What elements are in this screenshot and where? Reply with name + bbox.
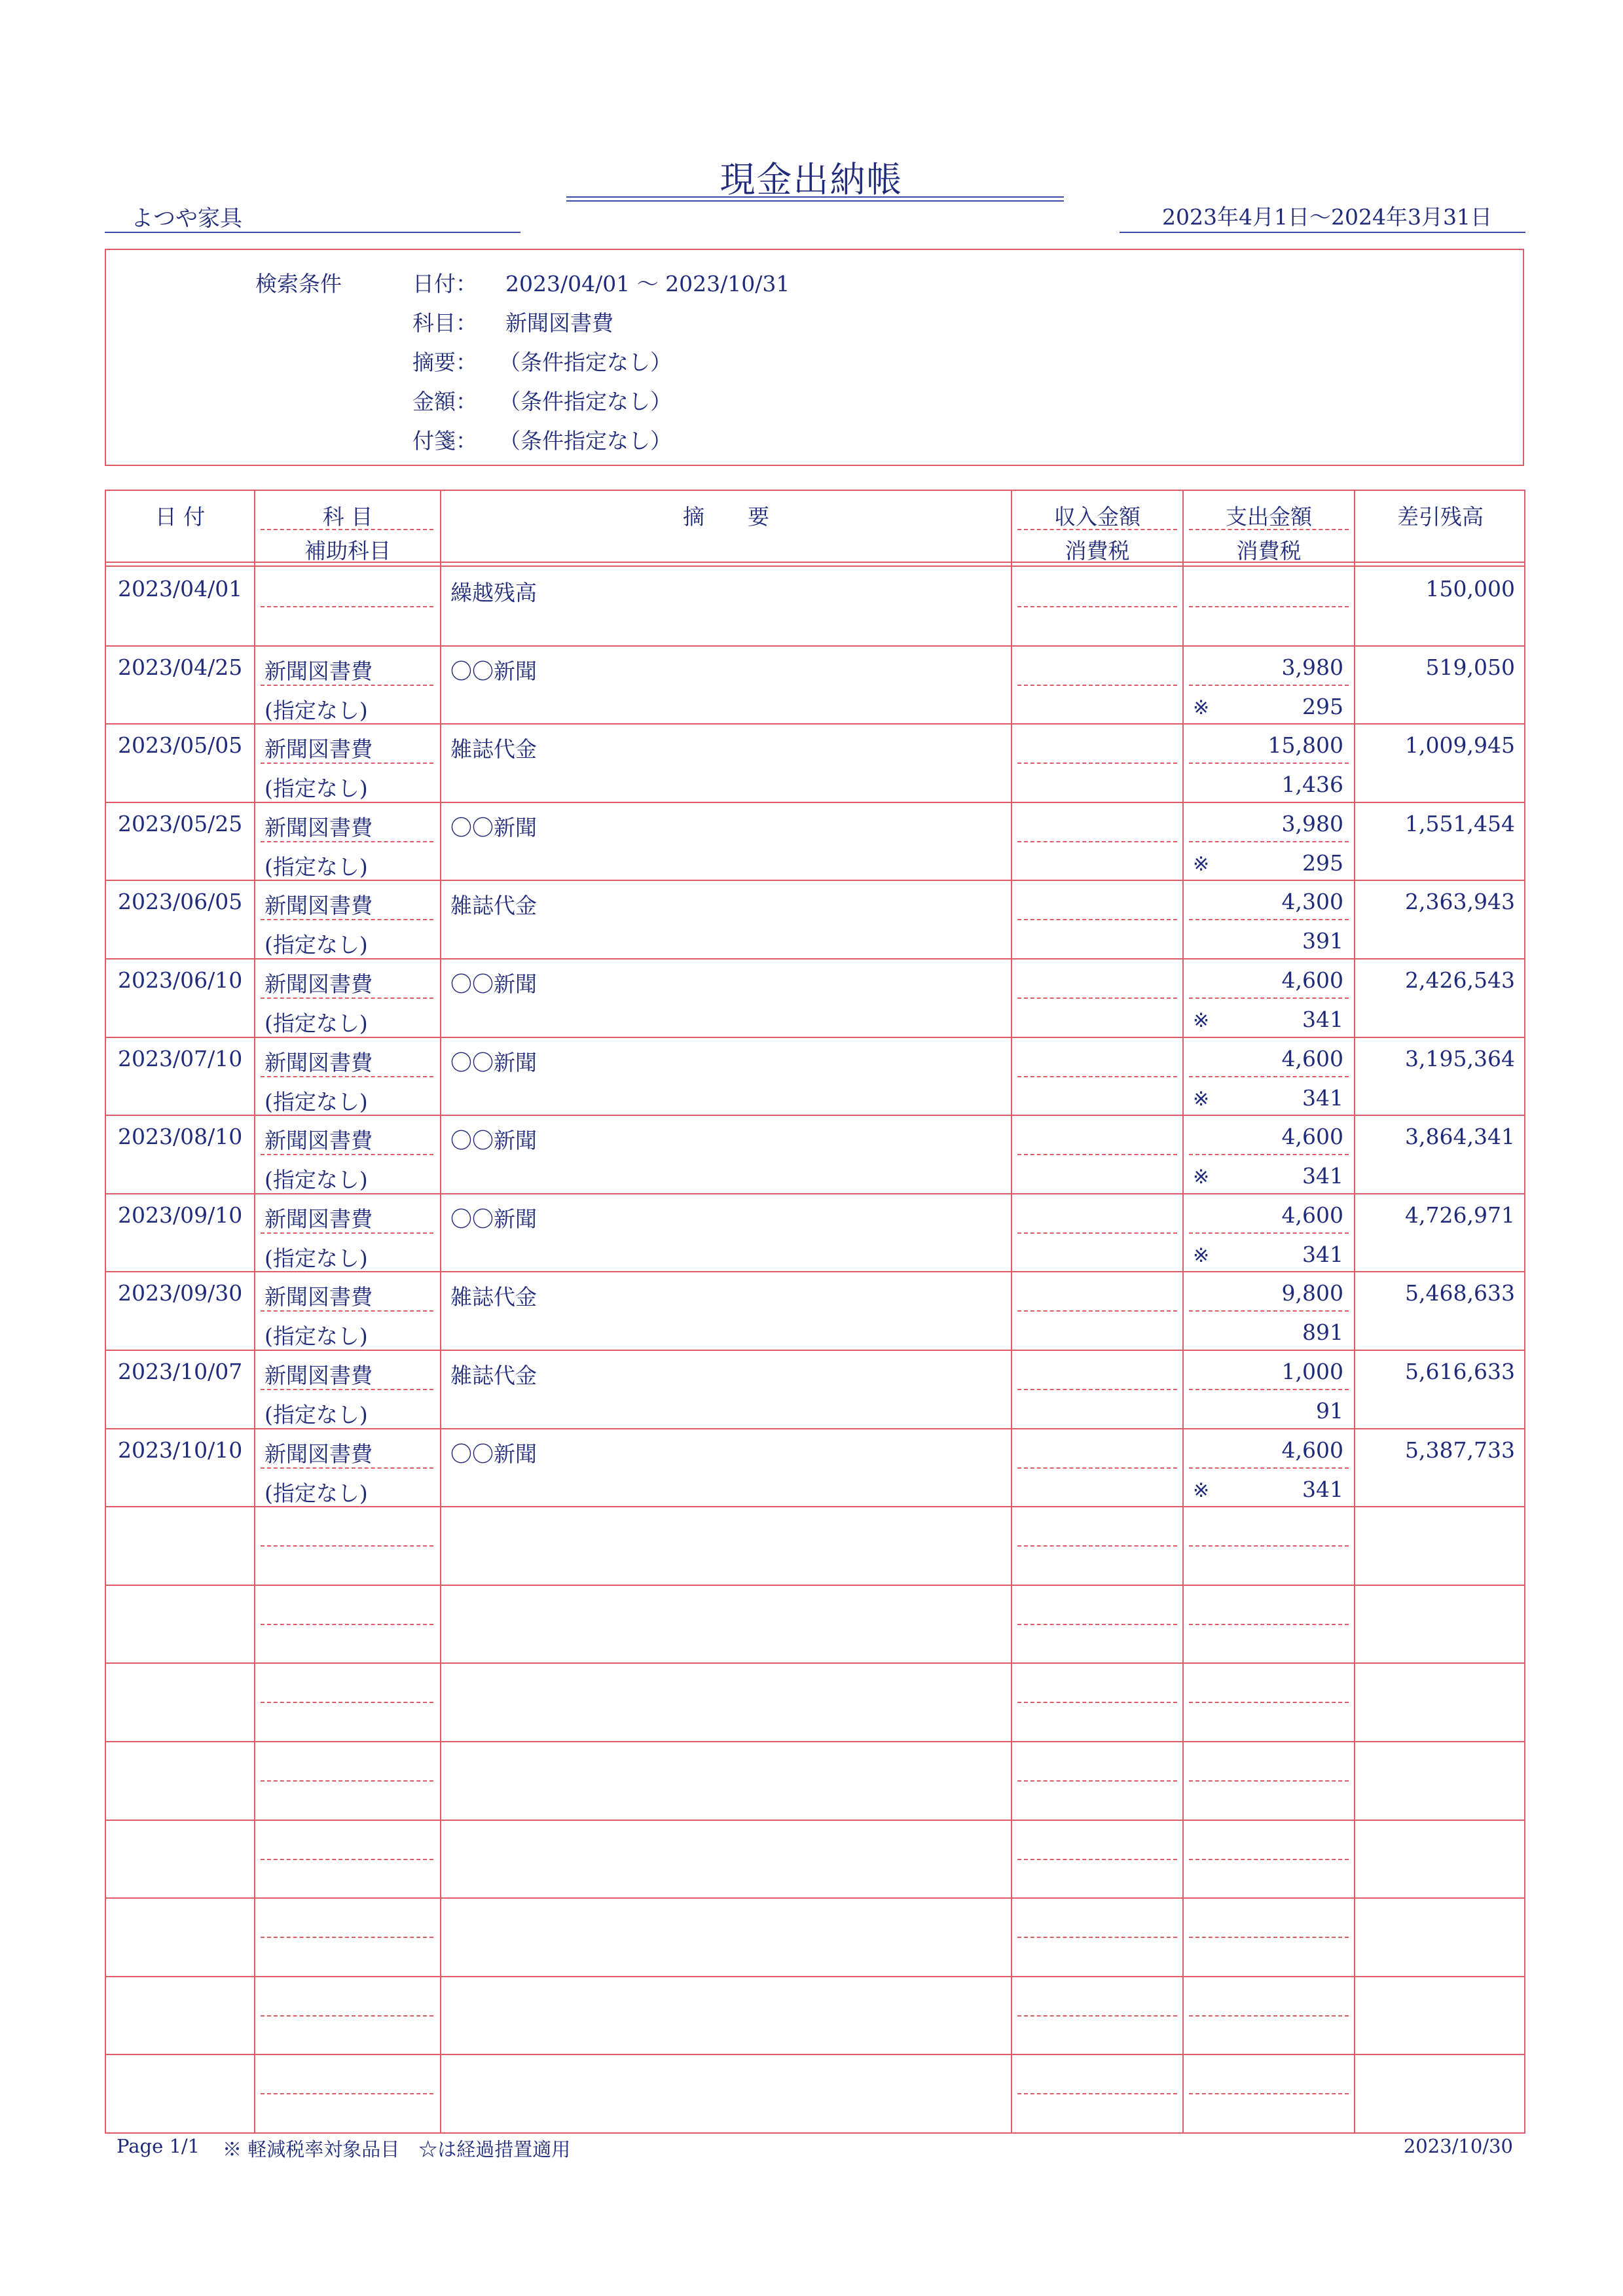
cell-summary: 雑誌代金 [450,893,537,919]
condition-date-value: 2023/04/01 ～ 2023/10/31 [505,271,790,296]
row-divider [1189,606,1349,607]
cell-expense-tax: 341 [1302,1085,1343,1111]
cell-expense: 1,000 [1281,1359,1343,1384]
cell-account: 新聞図書費 [264,971,373,997]
row-divider [1017,1467,1177,1469]
cell-balance: 3,864,341 [1405,1124,1515,1150]
search-conditions-box [105,249,1524,466]
cell-summary: 〇〇新聞 [450,658,537,684]
cell-sub-account: (指定なし) [264,1088,368,1115]
row-divider [1017,685,1177,686]
row-separator [106,1506,1524,1507]
cell-sub-account: (指定なし) [264,1323,368,1350]
cell-sub-account: (指定なし) [264,853,368,880]
header-account: 科 目 [322,504,373,529]
row-divider [1017,1545,1177,1547]
row-divider [1189,2015,1349,2017]
row-divider [1017,1389,1177,1390]
page-number: Page 1/1 [117,2135,200,2157]
reduced-tax-mark: ※ [1193,1166,1210,1189]
header-bottom-line-2 [106,565,1524,567]
row-divider [1189,1310,1349,1312]
cell-balance: 3,195,364 [1405,1045,1515,1071]
row-separator [106,880,1524,881]
cell-expense: 4,600 [1281,1045,1343,1071]
cell-account: 新聞図書費 [264,893,373,919]
cell-account: 新聞図書費 [264,1441,373,1467]
row-divider [1189,1937,1349,1938]
cell-expense: 4,300 [1281,889,1343,915]
row-divider [1189,1389,1349,1390]
cell-balance: 1,009,945 [1405,732,1515,759]
cell-account: 新聞図書費 [264,1206,373,1232]
cell-summary: 〇〇新聞 [450,1128,537,1154]
row-divider [1189,1076,1349,1077]
row-divider [261,1545,433,1547]
header-income: 収入金額 [1054,504,1140,529]
cell-account: 新聞図書費 [264,1363,373,1388]
cell-expense: 4,600 [1281,967,1343,993]
cell-sub-account: (指定なし) [264,1011,368,1036]
row-divider [1017,1937,1177,1938]
cell-date: 2023/09/30 [118,1280,243,1306]
condition-summary-value: （条件指定なし） [499,350,672,375]
row-separator [106,1976,1524,1977]
row-separator [106,802,1524,803]
cell-date: 2023/06/05 [118,889,243,915]
cell-expense-tax: 295 [1302,850,1343,876]
row-divider [261,2015,433,2017]
row-divider [1189,762,1349,764]
cell-balance: 5,387,733 [1405,1437,1515,1463]
cell-balance: 5,616,633 [1405,1359,1515,1384]
row-divider [1189,997,1349,999]
reduced-tax-mark: ※ [1193,852,1210,876]
row-divider [1017,1780,1177,1782]
cell-expense: 9,800 [1281,1280,1343,1306]
company-name: よつや家具 [131,206,242,232]
cell-summary: 〇〇新聞 [450,971,537,997]
tax-legend: ※ 軽減税率対象品目 ☆は経過措置適用 [223,2138,571,2161]
cell-account: 新聞図書費 [264,1284,373,1310]
condition-tag-value: （条件指定なし） [499,428,672,454]
row-separator [106,1662,1524,1664]
cell-balance: 2,426,543 [1405,967,1515,993]
condition-summary-label: 摘要： [412,350,477,375]
cell-date: 2023/08/10 [118,1124,243,1150]
row-divider [1017,1624,1177,1625]
cell-date: 2023/10/10 [118,1437,243,1463]
header-summary: 摘 要 [683,504,769,529]
cell-expense-tax: 341 [1302,1241,1343,1267]
row-divider [1017,1154,1177,1155]
cell-expense: 3,980 [1281,810,1343,836]
row-divider [261,1780,433,1782]
row-divider [261,606,433,607]
cell-expense-tax: 1,436 [1281,772,1343,798]
cell-expense: 4,600 [1281,1437,1343,1463]
cell-sub-account: (指定なし) [264,1245,368,1271]
row-divider [1017,919,1177,920]
cell-account: 新聞図書費 [264,658,373,684]
header-date: 日 付 [155,504,206,529]
row-divider [261,2093,433,2094]
cell-summary: 雑誌代金 [450,1363,537,1388]
row-separator [106,1585,1524,1586]
row-divider [1017,1310,1177,1312]
cell-balance: 519,050 [1425,654,1515,680]
condition-date-label: 日付： [412,271,477,296]
cell-sub-account: (指定なし) [264,697,368,723]
cell-balance: 2,363,943 [1405,889,1515,915]
row-separator [106,1350,1524,1351]
cell-expense-tax: 341 [1302,1007,1343,1032]
row-divider [1017,2015,1177,2017]
row-separator [106,645,1524,647]
row-divider [1189,1232,1349,1234]
cell-date: 2023/06/10 [118,967,243,993]
row-separator [106,1897,1524,1899]
period-underline [1120,232,1525,233]
cell-expense: 15,800 [1267,732,1343,759]
row-divider [261,1859,433,1860]
row-divider [1017,1859,1177,1860]
cell-sub-account: (指定なし) [264,1402,368,1427]
row-divider [1189,1467,1349,1469]
cell-expense: 4,600 [1281,1124,1343,1150]
reduced-tax-mark: ※ [1193,696,1210,719]
row-separator [106,1820,1524,1821]
print-date: 2023/10/30 [1403,2135,1513,2157]
cell-expense-tax: 295 [1302,693,1343,719]
condition-tag-label: 付箋： [412,428,477,454]
row-divider [1189,1702,1349,1703]
cell-summary: 繰越残高 [450,580,537,605]
cell-sub-account: (指定なし) [264,932,368,958]
row-divider [1189,1545,1349,1547]
cell-expense-tax: 91 [1316,1398,1343,1424]
header-divider [261,529,433,530]
row-divider [1017,841,1177,842]
row-divider [261,1702,433,1703]
cell-account: 新聞図書費 [264,1128,373,1154]
row-separator [106,2054,1524,2055]
cell-balance: 5,468,633 [1405,1280,1515,1306]
header-expense-tax: 消費税 [1236,538,1302,564]
row-separator [106,723,1524,725]
ledger-table [105,490,1525,2134]
fiscal-period: 2023年4月1日～2024年3月31日 [1162,204,1492,230]
col-divider [1011,491,1012,2132]
cell-balance: 1,551,454 [1405,810,1515,836]
cell-account: 新聞図書費 [264,736,373,762]
cell-expense: 4,600 [1281,1202,1343,1228]
condition-amount-value: （条件指定なし） [499,389,672,414]
row-separator [106,1037,1524,1038]
conditions-label: 検索条件 [255,271,342,296]
reduced-tax-mark: ※ [1193,1009,1210,1032]
row-divider [1189,2093,1349,2094]
row-divider [1017,997,1177,999]
row-divider [1189,1624,1349,1625]
cell-sub-account: (指定なし) [264,776,368,802]
cell-date: 2023/04/01 [118,576,243,601]
col-divider [440,491,441,2132]
header-divider [1017,529,1177,530]
cell-expense: 3,980 [1281,654,1343,680]
cell-balance: 150,000 [1425,576,1515,601]
header-income-tax: 消費税 [1065,538,1130,564]
condition-amount-label: 金額： [412,389,477,414]
title-underline [566,196,1064,198]
row-separator [106,1115,1524,1116]
condition-account-value: 新聞図書費 [505,310,613,336]
row-divider [1189,919,1349,920]
row-divider [1017,2093,1177,2094]
row-divider [1017,1232,1177,1234]
cell-summary: 雑誌代金 [450,1284,537,1310]
row-divider [1189,1154,1349,1155]
row-separator [106,1271,1524,1272]
row-divider [1189,841,1349,842]
cell-expense-tax: 891 [1302,1319,1343,1346]
cell-sub-account: (指定なし) [264,1167,368,1193]
cell-account: 新聞図書費 [264,814,373,840]
title-underline-2 [566,200,1064,202]
row-divider [261,1624,433,1625]
header-sub-account: 補助科目 [304,538,391,564]
cell-expense-tax: 391 [1302,928,1343,954]
cell-summary: 雑誌代金 [450,736,537,762]
row-divider [1189,1780,1349,1782]
row-separator [106,958,1524,960]
cell-summary: 〇〇新聞 [450,1441,537,1467]
cell-date: 2023/05/25 [118,810,243,836]
cell-sub-account: (指定なし) [264,1480,368,1506]
cell-summary: 〇〇新聞 [450,814,537,840]
cell-date: 2023/10/07 [118,1359,243,1384]
cell-date: 2023/09/10 [118,1202,243,1228]
col-divider [254,491,255,2132]
row-divider [1189,1859,1349,1860]
reduced-tax-mark: ※ [1193,1244,1210,1267]
row-separator [106,1741,1524,1742]
header-balance: 差引残高 [1397,504,1484,529]
row-separator [106,1193,1524,1194]
cell-expense-tax: 341 [1302,1476,1343,1502]
cell-expense-tax: 341 [1302,1163,1343,1189]
page-title: 現金出納帳 [720,159,903,200]
header-bottom-line [106,562,1524,563]
row-divider [261,1937,433,1938]
cell-account: 新聞図書費 [264,1049,373,1075]
header-divider [1189,529,1349,530]
row-divider [1017,1076,1177,1077]
reduced-tax-mark: ※ [1193,1087,1210,1111]
row-divider [1017,606,1177,607]
cell-date: 2023/07/10 [118,1045,243,1071]
company-underline [105,232,520,233]
condition-account-label: 科目： [412,310,477,336]
row-divider [1017,1702,1177,1703]
cell-balance: 4,726,971 [1405,1202,1515,1228]
cell-summary: 〇〇新聞 [450,1206,537,1232]
row-divider [1017,762,1177,764]
header-expense: 支出金額 [1226,504,1312,529]
reduced-tax-mark: ※ [1193,1479,1210,1502]
row-separator [106,1428,1524,1429]
row-divider [1189,685,1349,686]
cell-date: 2023/04/25 [118,654,243,680]
cell-date: 2023/05/05 [118,732,243,759]
cell-summary: 〇〇新聞 [450,1049,537,1075]
